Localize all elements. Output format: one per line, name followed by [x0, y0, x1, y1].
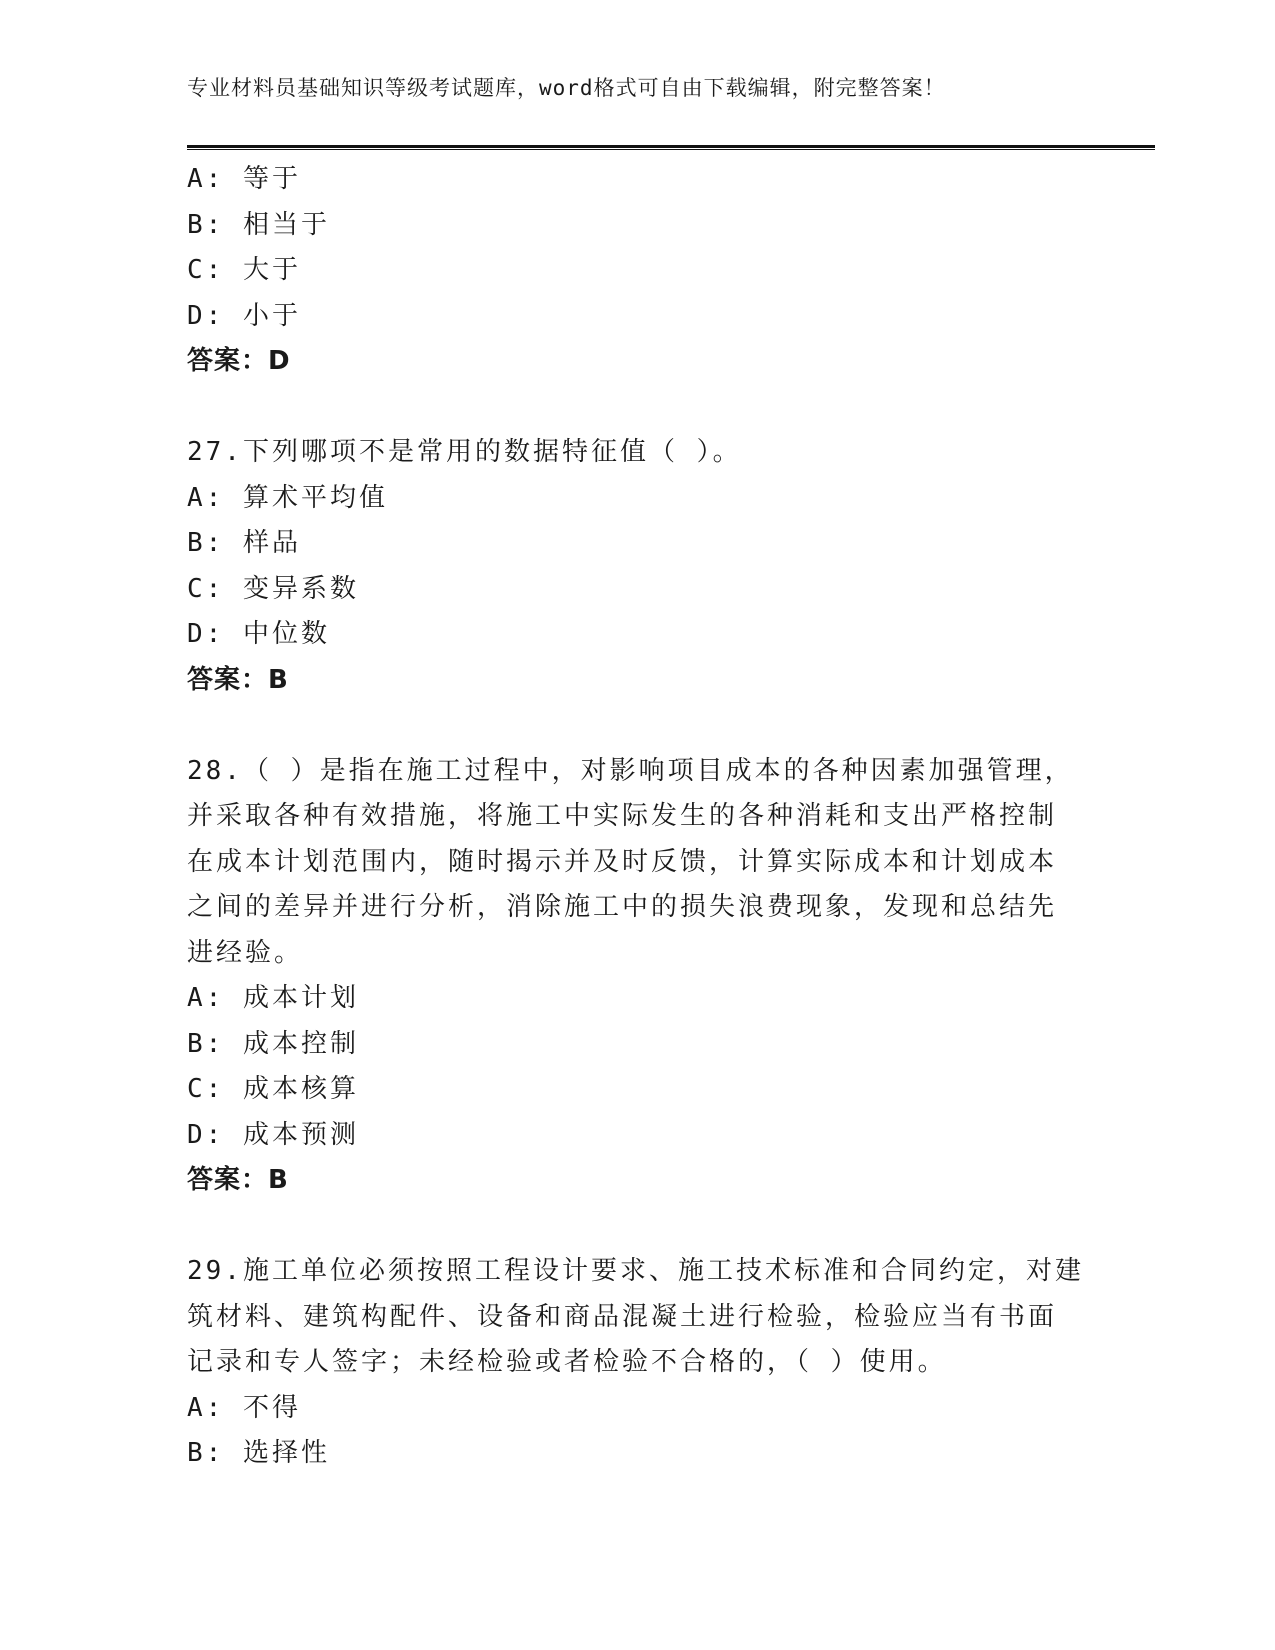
question-28-text: 在成本计划范围内，随时揭示并及时反馈，计算实际成本和计划成本	[187, 846, 1058, 877]
option-a: A: 算术平均值	[187, 482, 388, 513]
option-a: A: 成本计划	[187, 983, 359, 1013]
option-b: B: 样品	[187, 528, 301, 558]
question-28-text: 进经验。	[187, 937, 304, 968]
question-29-text: 记录和专人签字；未经检验或者检验不合格的，（ ）使用。	[187, 1347, 947, 1377]
question-28-text: 并采取各种有效措施，将施工中实际发生的各种消耗和支出严格控制	[187, 801, 1058, 831]
option-d: D: 中位数	[187, 619, 330, 649]
option-b: B: 成本控制	[187, 1028, 359, 1059]
option-d: D: 成本预测	[187, 1119, 359, 1150]
question-29-text: 筑材料、建筑构配件、设备和商品混凝土进行检验，检验应当有书面	[187, 1301, 1058, 1332]
page-header: 专业材料员基础知识等级考试题库，word格式可自由下载编辑，附完整答案！	[187, 76, 946, 100]
question-28-text: 28.（ ）是指在施工过程中，对影响项目成本的各种因素加强管理，	[187, 755, 1074, 786]
option-c: C: 变异系数	[187, 573, 359, 604]
question-27-text: 27.下列哪项不是常用的数据特征值（ ）。	[187, 437, 742, 467]
option-b: B: 相当于	[187, 209, 330, 240]
option-b: B: 选择性	[187, 1438, 330, 1468]
option-a: A: 不得	[187, 1392, 301, 1423]
question-content	[187, 157, 1087, 1477]
option-c: C: 成本核算	[187, 1074, 359, 1104]
option-d: D: 小于	[187, 300, 301, 331]
answer: 答案：B	[187, 1165, 289, 1195]
answer: 答案：D	[187, 346, 291, 376]
answer: 答案：B	[187, 664, 289, 695]
option-a: A: 等于	[187, 164, 301, 194]
question-28-text: 之间的差异并进行分析，消除施工中的损失浪费现象，发现和总结先	[187, 892, 1058, 922]
header-divider	[187, 145, 1155, 150]
option-c: C: 大于	[187, 255, 301, 285]
question-29-text: 29.施工单位必须按照工程设计要求、施工技术标准和合同约定，对建	[187, 1256, 1084, 1286]
